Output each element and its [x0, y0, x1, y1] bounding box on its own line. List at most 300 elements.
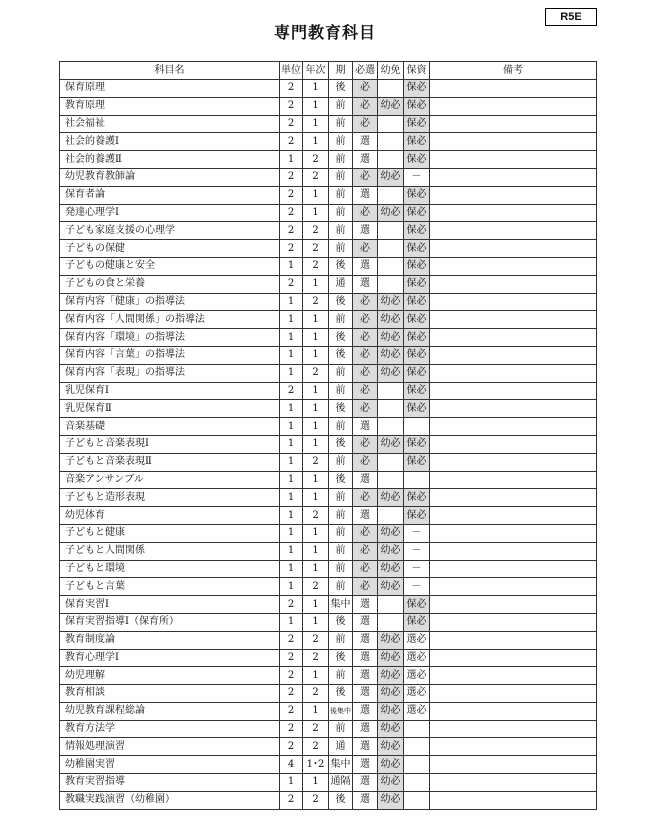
hoshi-cell: 保必 [404, 489, 430, 507]
year-cell: 2 [303, 453, 329, 471]
notes-cell [430, 346, 597, 364]
credits-cell: 1 [280, 346, 303, 364]
table-row [60, 418, 597, 436]
year-cell: 1 [303, 489, 329, 507]
credits-cell: 4 [280, 756, 303, 774]
required-cell: 選 [353, 720, 378, 738]
hoshi-cell: 選必 [404, 649, 430, 667]
credits-cell: 2 [280, 168, 303, 186]
hoshi-cell: 保必 [404, 222, 430, 240]
year-cell: 2 [303, 649, 329, 667]
subject-name: 保育実習指導Ⅰ（保育所） [60, 613, 280, 631]
table-row [60, 524, 597, 542]
credits-cell: 2 [280, 596, 303, 614]
hoshi-cell: 保必 [404, 613, 430, 631]
notes-cell [430, 151, 597, 169]
youmen-cell: 幼必 [378, 774, 404, 792]
notes-cell [430, 649, 597, 667]
required-cell: 必 [353, 560, 378, 578]
term-cell: 前 [329, 186, 353, 204]
table-row [60, 80, 597, 98]
hoshi-cell: 選必 [404, 667, 430, 685]
table-row [60, 133, 597, 151]
subject-name: 子どもと言葉 [60, 578, 280, 596]
table-row [60, 738, 597, 756]
table-row [60, 400, 597, 418]
required-cell: 選 [353, 222, 378, 240]
credits-cell: 1 [280, 774, 303, 792]
subject-name: 教育制度論 [60, 631, 280, 649]
year-cell: 1 [303, 542, 329, 560]
notes-cell [430, 578, 597, 596]
term-cell: 前 [329, 115, 353, 133]
credits-cell: 2 [280, 80, 303, 98]
hoshi-cell: 保必 [404, 364, 430, 382]
term-cell: 前 [329, 453, 353, 471]
year-cell: 1 [303, 97, 329, 115]
notes-cell [430, 329, 597, 347]
year-cell: 2 [303, 631, 329, 649]
youmen-cell: 幼必 [378, 578, 404, 596]
notes-cell [430, 791, 597, 809]
subject-name: 子どもと環境 [60, 560, 280, 578]
credits-cell: 1 [280, 418, 303, 436]
notes-cell [430, 720, 597, 738]
notes-cell [430, 774, 597, 792]
notes-cell [430, 240, 597, 258]
table-row [60, 667, 597, 685]
year-cell: 1･2 [303, 756, 329, 774]
notes-cell [430, 489, 597, 507]
table-row [60, 560, 597, 578]
notes-cell [430, 418, 597, 436]
table-row [60, 685, 597, 703]
credits-cell: 2 [280, 649, 303, 667]
year-cell: 1 [303, 346, 329, 364]
subject-name: 保育内容「人間関係」の指導法 [60, 311, 280, 329]
required-cell: 必 [353, 400, 378, 418]
table-row [60, 471, 597, 489]
required-cell: 選 [353, 133, 378, 151]
header-required: 必選 [353, 62, 378, 80]
youmen-cell [378, 115, 404, 133]
table-row [60, 293, 597, 311]
youmen-cell [378, 382, 404, 400]
table-row [60, 649, 597, 667]
table-row [60, 720, 597, 738]
notes-cell [430, 168, 597, 186]
term-cell: 前 [329, 204, 353, 222]
notes-cell [430, 382, 597, 400]
term-cell: 後 [329, 791, 353, 809]
term-cell: 前 [329, 382, 353, 400]
subject-name: 音楽基礎 [60, 418, 280, 436]
header-credits: 単位 [280, 62, 303, 80]
subject-name: 子どもの食と栄養 [60, 275, 280, 293]
subject-name: 乳児保育Ⅰ [60, 382, 280, 400]
notes-cell [430, 453, 597, 471]
document-code: R5E [545, 8, 597, 26]
year-cell: 1 [303, 418, 329, 436]
hoshi-cell: 保必 [404, 293, 430, 311]
hoshi-cell: 保必 [404, 204, 430, 222]
credits-cell: 1 [280, 578, 303, 596]
term-cell: 前 [329, 542, 353, 560]
required-cell: 必 [353, 115, 378, 133]
required-cell: 必 [353, 80, 378, 98]
subject-name: 幼稚園実習 [60, 756, 280, 774]
required-cell: 必 [353, 453, 378, 471]
youmen-cell [378, 471, 404, 489]
subject-name: 教育原理 [60, 97, 280, 115]
notes-cell [430, 293, 597, 311]
term-cell: 前 [329, 240, 353, 258]
credits-cell: 2 [280, 685, 303, 703]
credits-cell: 2 [280, 115, 303, 133]
term-cell: 通隔 [329, 774, 353, 792]
hoshi-cell: 保必 [404, 151, 430, 169]
credits-cell: 1 [280, 542, 303, 560]
term-cell: 後 [329, 346, 353, 364]
notes-cell [430, 204, 597, 222]
notes-cell [430, 186, 597, 204]
table-header-row [60, 62, 597, 80]
year-cell: 2 [303, 168, 329, 186]
notes-cell [430, 613, 597, 631]
youmen-cell [378, 596, 404, 614]
year-cell: 1 [303, 382, 329, 400]
notes-cell [430, 596, 597, 614]
year-cell: 2 [303, 738, 329, 756]
term-cell: 後 [329, 329, 353, 347]
subject-name: 社会福祉 [60, 115, 280, 133]
youmen-cell: 幼必 [378, 97, 404, 115]
required-cell: 選 [353, 685, 378, 703]
term-cell: 集中 [329, 756, 353, 774]
year-cell: 2 [303, 257, 329, 275]
table-row [60, 257, 597, 275]
youmen-cell: 幼必 [378, 667, 404, 685]
table-row [60, 346, 597, 364]
subject-name: 子ども家庭支援の心理学 [60, 222, 280, 240]
credits-cell: 1 [280, 293, 303, 311]
youmen-cell: 幼必 [378, 560, 404, 578]
table-row [60, 774, 597, 792]
year-cell: 1 [303, 613, 329, 631]
subject-name: 保育者論 [60, 186, 280, 204]
hoshi-cell [404, 738, 430, 756]
youmen-cell: 幼必 [378, 791, 404, 809]
subject-name: 幼児教育教師論 [60, 168, 280, 186]
credits-cell: 1 [280, 151, 303, 169]
subject-name: 教育心理学Ⅰ [60, 649, 280, 667]
required-cell: 必 [353, 489, 378, 507]
required-cell: 選 [353, 613, 378, 631]
youmen-cell: 幼必 [378, 346, 404, 364]
term-cell: 前 [329, 667, 353, 685]
term-cell: 前 [329, 524, 353, 542]
required-cell: 必 [353, 329, 378, 347]
credits-cell: 1 [280, 400, 303, 418]
required-cell: 必 [353, 364, 378, 382]
youmen-cell: 幼必 [378, 435, 404, 453]
hoshi-cell: 選必 [404, 702, 430, 720]
hoshi-cell [404, 471, 430, 489]
header-youmen: 幼免 [378, 62, 404, 80]
term-cell: 後 [329, 293, 353, 311]
term-cell: 後 [329, 400, 353, 418]
credits-cell: 2 [280, 275, 303, 293]
term-cell: 通 [329, 275, 353, 293]
credits-cell: 1 [280, 613, 303, 631]
credits-cell: 2 [280, 791, 303, 809]
notes-cell [430, 97, 597, 115]
credits-cell: 2 [280, 702, 303, 720]
term-cell: 前 [329, 560, 353, 578]
term-cell: 前 [329, 133, 353, 151]
year-cell: 1 [303, 186, 329, 204]
hoshi-cell [404, 720, 430, 738]
notes-cell [430, 560, 597, 578]
table-row [60, 275, 597, 293]
notes-cell [430, 667, 597, 685]
term-cell: 前 [329, 311, 353, 329]
subjects-table [59, 61, 597, 810]
year-cell: 1 [303, 596, 329, 614]
subject-name: 子どもと音楽表現Ⅰ [60, 435, 280, 453]
subject-name: 子どもと音楽表現Ⅱ [60, 453, 280, 471]
table-row [60, 756, 597, 774]
year-cell: 2 [303, 240, 329, 258]
table-row [60, 596, 597, 614]
term-cell: 集中 [329, 596, 353, 614]
subject-name: 社会的養護Ⅰ [60, 133, 280, 151]
hoshi-cell: 保必 [404, 97, 430, 115]
required-cell: 選 [353, 791, 378, 809]
credits-cell: 1 [280, 257, 303, 275]
subject-name: 子どもの保健 [60, 240, 280, 258]
table-row [60, 791, 597, 809]
term-cell: 前 [329, 418, 353, 436]
hoshi-cell: － [404, 578, 430, 596]
hoshi-cell: 保必 [404, 435, 430, 453]
required-cell: 選 [353, 738, 378, 756]
notes-cell [430, 702, 597, 720]
term-cell: 後 [329, 471, 353, 489]
youmen-cell: 幼必 [378, 738, 404, 756]
required-cell: 必 [353, 311, 378, 329]
table-row [60, 435, 597, 453]
year-cell: 2 [303, 720, 329, 738]
notes-cell [430, 631, 597, 649]
hoshi-cell: 保必 [404, 275, 430, 293]
year-cell: 2 [303, 151, 329, 169]
credits-cell: 2 [280, 240, 303, 258]
hoshi-cell: 保必 [404, 596, 430, 614]
credits-cell: 1 [280, 364, 303, 382]
required-cell: 必 [353, 204, 378, 222]
required-cell: 必 [353, 168, 378, 186]
credits-cell: 1 [280, 311, 303, 329]
youmen-cell: 幼必 [378, 489, 404, 507]
required-cell: 選 [353, 649, 378, 667]
year-cell: 1 [303, 774, 329, 792]
notes-cell [430, 738, 597, 756]
youmen-cell [378, 613, 404, 631]
term-cell: 後 [329, 613, 353, 631]
year-cell: 1 [303, 204, 329, 222]
subject-name: 社会的養護Ⅱ [60, 151, 280, 169]
hoshi-cell: 保必 [404, 346, 430, 364]
youmen-cell: 幼必 [378, 720, 404, 738]
hoshi-cell: 保必 [404, 329, 430, 347]
notes-cell [430, 311, 597, 329]
youmen-cell [378, 507, 404, 525]
year-cell: 1 [303, 560, 329, 578]
credits-cell: 2 [280, 738, 303, 756]
table-row [60, 507, 597, 525]
youmen-cell: 幼必 [378, 524, 404, 542]
notes-cell [430, 364, 597, 382]
notes-cell [430, 400, 597, 418]
page-title: 専門教育科目 [273, 23, 376, 42]
table-row [60, 578, 597, 596]
credits-cell: 1 [280, 560, 303, 578]
hoshi-cell: 保必 [404, 115, 430, 133]
required-cell: 選 [353, 702, 378, 720]
year-cell: 2 [303, 364, 329, 382]
subject-name: 保育内容「環境」の指導法 [60, 329, 280, 347]
youmen-cell: 幼必 [378, 311, 404, 329]
subject-name: 子どもの健康と安全 [60, 257, 280, 275]
hoshi-cell: 保必 [404, 257, 430, 275]
subject-name: 教育実習指導 [60, 774, 280, 792]
required-cell: 選 [353, 667, 378, 685]
year-cell: 1 [303, 275, 329, 293]
notes-cell [430, 542, 597, 560]
credits-cell: 1 [280, 507, 303, 525]
subject-name: 子どもと健康 [60, 524, 280, 542]
youmen-cell [378, 133, 404, 151]
youmen-cell [378, 418, 404, 436]
term-cell: 前 [329, 489, 353, 507]
hoshi-cell: 保必 [404, 453, 430, 471]
term-cell: 後 [329, 80, 353, 98]
term-cell: 前 [329, 97, 353, 115]
subject-name: 教育方法学 [60, 720, 280, 738]
year-cell: 2 [303, 293, 329, 311]
hoshi-cell: 保必 [404, 400, 430, 418]
required-cell: 選 [353, 756, 378, 774]
notes-cell [430, 756, 597, 774]
hoshi-cell: 選必 [404, 631, 430, 649]
notes-cell [430, 222, 597, 240]
credits-cell: 2 [280, 631, 303, 649]
notes-cell [430, 133, 597, 151]
year-cell: 1 [303, 471, 329, 489]
year-cell: 1 [303, 115, 329, 133]
youmen-cell: 幼必 [378, 204, 404, 222]
term-cell: 前 [329, 631, 353, 649]
required-cell: 選 [353, 275, 378, 293]
required-cell: 選 [353, 471, 378, 489]
youmen-cell: 幼必 [378, 756, 404, 774]
youmen-cell [378, 80, 404, 98]
year-cell: 2 [303, 507, 329, 525]
table-row [60, 186, 597, 204]
year-cell: 2 [303, 578, 329, 596]
table-row [60, 97, 597, 115]
notes-cell [430, 507, 597, 525]
year-cell: 2 [303, 222, 329, 240]
table-row [60, 222, 597, 240]
table-row [60, 364, 597, 382]
year-cell: 1 [303, 702, 329, 720]
subject-name: 幼児教育課程総論 [60, 702, 280, 720]
required-cell: 選 [353, 596, 378, 614]
credits-cell: 2 [280, 133, 303, 151]
required-cell: 必 [353, 578, 378, 596]
notes-cell [430, 524, 597, 542]
subject-name: 保育内容「健康」の指導法 [60, 293, 280, 311]
credits-cell: 1 [280, 524, 303, 542]
header-notes: 備考 [430, 62, 597, 80]
term-cell: 後 [329, 649, 353, 667]
subject-name: 情報処理演習 [60, 738, 280, 756]
year-cell: 1 [303, 133, 329, 151]
youmen-cell [378, 257, 404, 275]
youmen-cell: 幼必 [378, 364, 404, 382]
credits-cell: 1 [280, 435, 303, 453]
hoshi-cell: 保必 [404, 80, 430, 98]
youmen-cell [378, 240, 404, 258]
hoshi-cell: 保必 [404, 507, 430, 525]
hoshi-cell [404, 774, 430, 792]
required-cell: 必 [353, 293, 378, 311]
required-cell: 必 [353, 524, 378, 542]
term-cell: 通 [329, 738, 353, 756]
hoshi-cell [404, 791, 430, 809]
youmen-cell: 幼必 [378, 631, 404, 649]
credits-cell: 2 [280, 720, 303, 738]
credits-cell: 2 [280, 204, 303, 222]
subject-name: 幼児理解 [60, 667, 280, 685]
term-cell: 後 [329, 257, 353, 275]
year-cell: 2 [303, 685, 329, 703]
table-row [60, 631, 597, 649]
credits-cell: 1 [280, 471, 303, 489]
term-cell: 前 [329, 364, 353, 382]
required-cell: 選 [353, 186, 378, 204]
notes-cell [430, 275, 597, 293]
youmen-cell [378, 151, 404, 169]
year-cell: 1 [303, 667, 329, 685]
credits-cell: 2 [280, 382, 303, 400]
youmen-cell [378, 222, 404, 240]
required-cell: 必 [353, 346, 378, 364]
year-cell: 2 [303, 791, 329, 809]
credits-cell: 2 [280, 97, 303, 115]
term-cell: 後集中 [329, 702, 353, 720]
table-row [60, 489, 597, 507]
notes-cell [430, 685, 597, 703]
subject-name: 保育原理 [60, 80, 280, 98]
credits-cell: 1 [280, 489, 303, 507]
subject-name: 教育相談 [60, 685, 280, 703]
table-row [60, 382, 597, 400]
term-cell: 前 [329, 507, 353, 525]
credits-cell: 1 [280, 329, 303, 347]
